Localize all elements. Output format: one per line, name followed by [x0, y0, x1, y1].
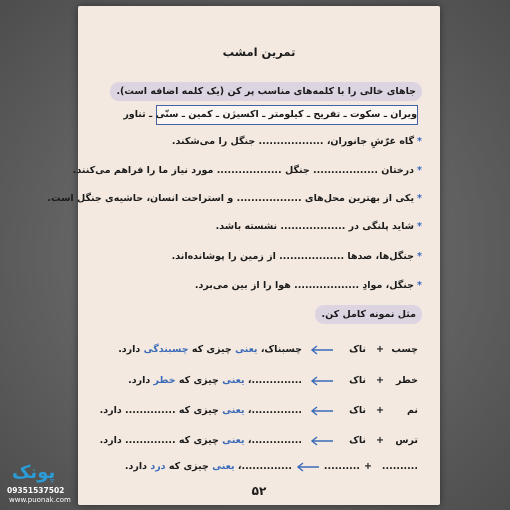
- page-number: ۵۲: [251, 484, 267, 498]
- sentence-6: [92, 278, 422, 294]
- meaning-text: چیزی که: [168, 461, 209, 472]
- sentence-2: [72, 163, 422, 179]
- word-row-1: [92, 342, 422, 358]
- meaning-word: یعنی: [212, 461, 235, 472]
- base-word: ترس: [395, 435, 418, 446]
- key-word: خطر: [153, 375, 176, 386]
- arrow-left-icon: [310, 436, 334, 446]
- watermark-phone: 09351537502: [7, 486, 65, 495]
- sentence-text-before: جنگل، موادِ ..................: [294, 280, 415, 291]
- suffix: ناک: [349, 435, 366, 446]
- key-word: درد: [150, 461, 166, 472]
- sentence-text-before: جنگل‌ها، صدها ..................: [279, 251, 415, 262]
- base-word: نم: [406, 405, 418, 416]
- plus-sign: +: [376, 344, 384, 355]
- page-title: تمرین امشب: [222, 45, 296, 59]
- word-row-4: [92, 433, 422, 449]
- suffix: ناک: [349, 375, 366, 386]
- sentence-3: [47, 191, 422, 207]
- result-blank: ..............،: [247, 405, 302, 416]
- suffix: ناک: [349, 405, 366, 416]
- sentence-5: [92, 249, 422, 265]
- suffix: ناک: [349, 344, 366, 355]
- sentence-text-before: درختان ..................: [313, 165, 415, 176]
- sentence-text-after: نشسته باشد.: [215, 221, 278, 232]
- end-word: دارد.: [99, 435, 122, 446]
- plus-sign: +: [376, 375, 384, 386]
- book-page: [47, 6, 440, 505]
- meaning-text: چیزی که: [191, 344, 232, 355]
- meaning-text: چیزی که: [178, 405, 219, 416]
- exercise1-instruction: جاهای خالی را با کلمه‌های مناسب پر کن (یک کلمه اضافه است).: [110, 82, 422, 101]
- sentence-1: [92, 134, 422, 150]
- word-row-5: [92, 459, 422, 475]
- star-bullet-icon: *: [417, 165, 422, 176]
- key-word: چسبندگی: [143, 344, 189, 355]
- key-blank: ..............: [125, 405, 176, 416]
- word-row-3: [92, 403, 422, 419]
- result-blank: ..............،: [237, 461, 292, 472]
- star-bullet-icon: *: [417, 280, 422, 291]
- sentence-text-after: و استراحت انسان، حاشیه‌ی جنگل است.: [47, 193, 234, 204]
- end-word: دارد.: [118, 344, 141, 355]
- base-word: خطر: [395, 375, 418, 386]
- meaning-word: یعنی: [235, 344, 258, 355]
- result-blank: ..............،: [247, 375, 302, 386]
- watermark-logo: پونک: [12, 462, 56, 483]
- exercise2-instruction: مثل نمونه کامل کن.: [315, 305, 422, 324]
- end-word: دارد.: [99, 405, 122, 416]
- sentence-text-before: یکی از بهترین محل‌های ..................: [236, 193, 415, 204]
- arrow-left-icon: [310, 376, 334, 386]
- arrow-left-icon: [310, 345, 334, 355]
- star-bullet-icon: *: [417, 251, 422, 262]
- arrow-left-icon: [296, 462, 320, 472]
- sentence-text-before: شاید پلنگی در ..................: [280, 221, 415, 232]
- meaning-word: یعنی: [222, 405, 245, 416]
- plus-sign: +: [364, 461, 372, 472]
- word-row-2: [92, 373, 422, 389]
- suffix-blank: ..........: [323, 461, 360, 472]
- meaning-text: چیزی که: [178, 435, 219, 446]
- sentence-text-after: جنگل .................. مورد نیاز ما را فراهم می‌کنند.: [72, 165, 310, 176]
- site-watermark: [4, 462, 74, 508]
- arrow-left-icon: [310, 406, 334, 416]
- sentence-text: گاه غرّشِ جانوران، .................. جنگل را می‌شکند.: [171, 136, 415, 147]
- sentence-4: [92, 219, 422, 235]
- base-blank: ..........: [381, 461, 418, 472]
- result-blank: ..............،: [247, 435, 302, 446]
- plus-sign: +: [376, 405, 384, 416]
- watermark-site: www.puonak.com: [9, 496, 71, 504]
- word-bank-box: ویران ـ سکوت ـ تفریح ـ کیلومتر ـ اکسیژن ـ کمین ـ سنّی ـ تناور: [156, 105, 418, 125]
- sentence-text-after: از زمین را پوشانده‌اند.: [171, 251, 276, 262]
- base-word: چسب: [391, 344, 418, 355]
- star-bullet-icon: *: [417, 136, 422, 147]
- key-blank: ..............: [125, 435, 176, 446]
- meaning-text: چیزی که: [178, 375, 219, 386]
- star-bullet-icon: *: [417, 221, 422, 232]
- result-word: چسبناک،: [260, 344, 302, 355]
- end-word: دارد.: [128, 375, 151, 386]
- sentence-text-after: هوا را از بین می‌برد.: [194, 280, 291, 291]
- plus-sign: +: [376, 435, 384, 446]
- meaning-word: یعنی: [222, 375, 245, 386]
- end-word: دارد.: [124, 461, 148, 472]
- meaning-word: یعنی: [222, 435, 245, 446]
- star-bullet-icon: *: [417, 193, 422, 204]
